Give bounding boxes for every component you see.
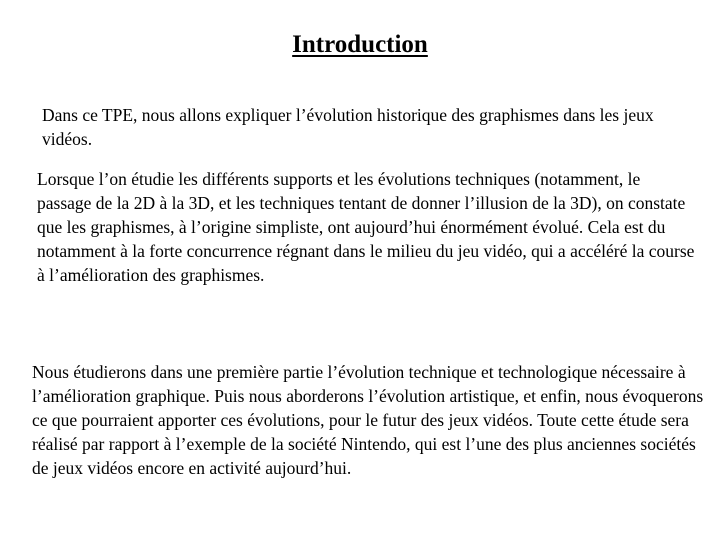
intro-paragraph: Dans ce TPE, nous allons expliquer l’évolution historique des graphismes dans les jeux vidéos. [42, 105, 654, 149]
slide-title: Introduction [292, 31, 428, 58]
plan-paragraph: Nous étudierons dans une première partie l’évolution technique et technologique nécessaire à l’amélioration graphique. Puis nous aborderons l’évolution artistique, et enfin, nous évoquerons ce que pourraient apporter ces évolutions, pour le futur des jeux vidéos. Toute cette étude sera réalisé par rapport à l’exemple de la société Nintendo, qui est l’une des plus anciennes sociétés de jeux vidéos encore en activité aujourd’hui. [32, 362, 704, 478]
context-paragraph: Lorsque l’on étudie les différents supports et les évolutions techniques (notamment, le passage de la 2D à la 3D, et les techniques tentant de donner l’illusion de la 3D), on constate que les graphismes, à l’origine simpliste, ont aujourd’hui énormément évolué. Cela est du notamment à la forte concurrence régnant dans le milieu du jeu vidéo, qui a accéléré la course à l’amélioration des graphismes. [37, 169, 695, 285]
